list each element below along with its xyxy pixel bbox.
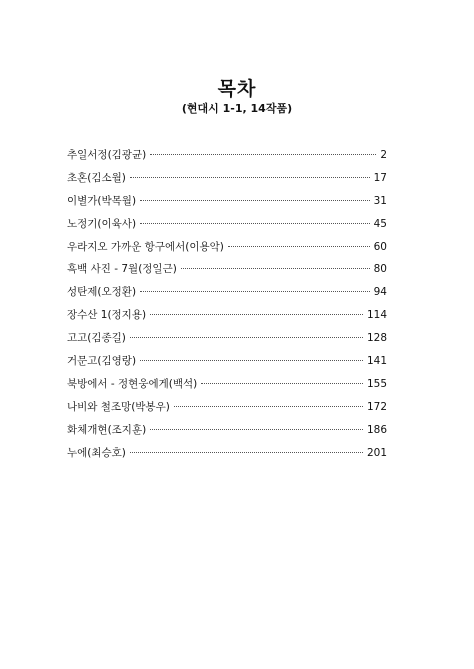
toc-entry[interactable]: [67, 193, 387, 216]
toc-leader-dots: [174, 406, 363, 407]
toc-entry-title: 나비와 철조망(박봉우): [67, 400, 170, 413]
toc-entry[interactable]: [67, 445, 387, 468]
toc-entry-title: 우라지오 가까운 항구에서(이용악): [67, 240, 224, 253]
toc-entry-title: 흑백 사진 - 7월(정일근): [67, 263, 177, 276]
toc-entry[interactable]: [67, 170, 387, 193]
toc-entry[interactable]: [67, 284, 387, 307]
toc-entry[interactable]: [67, 330, 387, 353]
toc-entry-page: 2: [380, 149, 387, 161]
toc-leader-dots: [201, 383, 363, 384]
toc-entry[interactable]: [67, 239, 387, 262]
toc-entry-page: 155: [366, 377, 387, 390]
toc-leader-dots: [130, 177, 370, 178]
table-of-contents: [67, 147, 387, 467]
toc-leader-dots: [228, 246, 370, 247]
toc-leader-dots: [150, 154, 376, 155]
toc-entry-title: 성탄제(오정환): [67, 286, 137, 299]
toc-entry-page: 45: [373, 217, 387, 230]
toc-leader-dots: [140, 200, 370, 201]
toc-entry-title: 고고(김종길): [67, 332, 126, 345]
toc-entry-title: 거문고(김영랑): [67, 355, 137, 368]
toc-leader-dots: [181, 268, 370, 269]
toc-leader-dots: [130, 337, 363, 338]
page-title: 목차: [217, 78, 257, 100]
toc-leader-dots: [140, 360, 363, 361]
toc-entry-title: 장수산 1(정지용): [67, 309, 147, 322]
toc-entry-page: 94: [373, 286, 387, 299]
toc-entry-page: 114: [366, 309, 387, 322]
toc-entry-title: 북방에서 - 정현웅에게(백석): [67, 377, 198, 390]
toc-entry[interactable]: [67, 376, 387, 399]
toc-entry-page: 201: [366, 446, 387, 459]
toc-entry-page: 17: [373, 171, 387, 184]
toc-leader-dots: [150, 314, 363, 315]
toc-entry-page: 172: [366, 400, 387, 413]
toc-leader-dots: [140, 223, 370, 224]
toc-entry-title: 초혼(김소월): [67, 171, 126, 184]
toc-entry-title: 노정기(이육사): [67, 217, 137, 230]
page-subtitle: (현대시 1-1, 14작품): [181, 102, 293, 115]
toc-entry-page: 31: [373, 194, 387, 207]
toc-entry-title: 누에(최승호): [67, 446, 126, 459]
toc-entry-page: 128: [366, 332, 387, 345]
toc-entry-page: 141: [366, 355, 387, 368]
toc-entry[interactable]: [67, 422, 387, 445]
toc-leader-dots: [130, 452, 363, 453]
toc-entry-title: 이별가(박목월): [67, 194, 137, 207]
toc-entry-page: 60: [373, 240, 387, 253]
toc-entry-page: 80: [373, 263, 387, 276]
toc-entry-page: 186: [366, 423, 387, 436]
toc-entry[interactable]: [67, 307, 387, 330]
toc-entry-title: 화체개현(조지훈): [67, 423, 147, 436]
toc-entry[interactable]: [67, 216, 387, 239]
toc-entry[interactable]: [67, 261, 387, 284]
toc-entry[interactable]: [67, 353, 387, 376]
toc-entry-title: 추일서정(김광균): [67, 149, 147, 161]
toc-leader-dots: [150, 429, 363, 430]
toc-entry[interactable]: [67, 399, 387, 422]
toc-entry[interactable]: [67, 147, 387, 170]
toc-leader-dots: [140, 291, 370, 292]
